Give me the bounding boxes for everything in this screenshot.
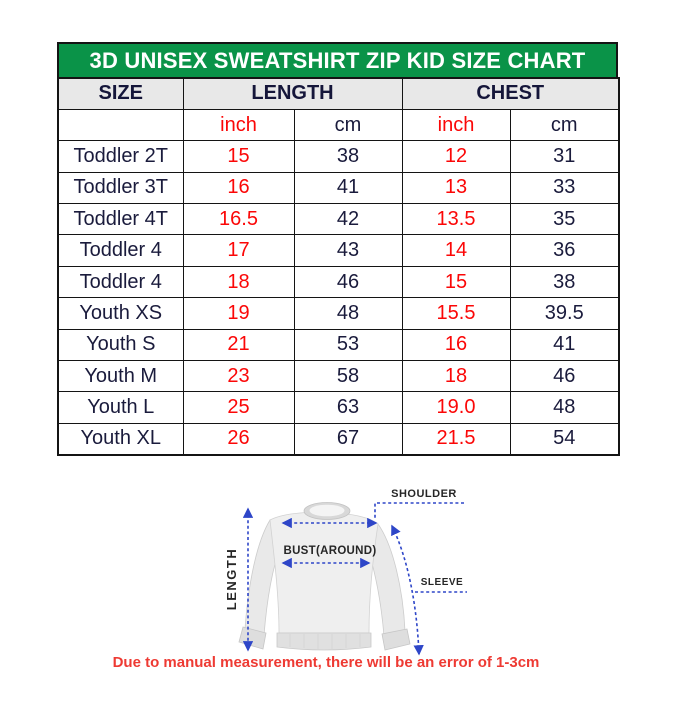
chest-inch-cell: 19.0 bbox=[402, 392, 510, 423]
table-row bbox=[58, 172, 619, 203]
chest-cm-cell: 36 bbox=[510, 235, 619, 266]
size-chart-panel bbox=[57, 42, 618, 456]
unit-chest-cm: cm bbox=[510, 109, 619, 140]
table-row bbox=[58, 423, 619, 454]
length-label: LENGTH bbox=[224, 547, 239, 611]
chest-cm-cell: 39.5 bbox=[510, 298, 619, 329]
size-cell: Toddler 2T bbox=[58, 141, 183, 172]
length-cm-cell: 53 bbox=[294, 329, 402, 360]
chest-cm-cell: 46 bbox=[510, 361, 619, 392]
size-cell: Toddler 3T bbox=[58, 172, 183, 203]
chest-inch-cell: 15 bbox=[402, 266, 510, 297]
length-cm-cell: 43 bbox=[294, 235, 402, 266]
table-row bbox=[58, 361, 619, 392]
chest-cm-cell: 31 bbox=[510, 141, 619, 172]
table-row bbox=[58, 235, 619, 266]
size-cell: Youth S bbox=[58, 329, 183, 360]
chest-inch-cell: 14 bbox=[402, 235, 510, 266]
length-cm-cell: 46 bbox=[294, 266, 402, 297]
chest-cm-cell: 35 bbox=[510, 204, 619, 235]
sweatshirt-icon bbox=[239, 503, 410, 651]
chest-inch-cell: 21.5 bbox=[402, 423, 510, 454]
chest-inch-cell: 18 bbox=[402, 361, 510, 392]
length-inch-cell: 23 bbox=[183, 361, 294, 392]
col-header-size: SIZE bbox=[58, 78, 183, 109]
chest-cm-cell: 41 bbox=[510, 329, 619, 360]
table-row bbox=[58, 204, 619, 235]
size-cell: Toddler 4 bbox=[58, 235, 183, 266]
unit-header-row bbox=[58, 109, 619, 140]
size-chart-table bbox=[57, 77, 620, 456]
table-row bbox=[58, 298, 619, 329]
chest-cm-cell: 54 bbox=[510, 423, 619, 454]
length-cm-cell: 42 bbox=[294, 204, 402, 235]
length-inch-cell: 18 bbox=[183, 266, 294, 297]
measurement-diagram bbox=[0, 483, 676, 661]
size-cell: Youth M bbox=[58, 361, 183, 392]
length-cm-cell: 41 bbox=[294, 172, 402, 203]
size-cell: Toddler 4T bbox=[58, 204, 183, 235]
length-inch-cell: 17 bbox=[183, 235, 294, 266]
length-inch-cell: 21 bbox=[183, 329, 294, 360]
unit-length-cm: cm bbox=[294, 109, 402, 140]
chest-inch-cell: 13 bbox=[402, 172, 510, 203]
col-header-length: LENGTH bbox=[183, 78, 402, 109]
sweatshirt-diagram-icon bbox=[212, 483, 502, 661]
chart-title: 3D UNISEX SWEATSHIRT ZIP KID SIZE CHART bbox=[57, 42, 618, 77]
chest-inch-cell: 12 bbox=[402, 141, 510, 172]
length-inch-cell: 26 bbox=[183, 423, 294, 454]
col-header-chest: CHEST bbox=[402, 78, 619, 109]
length-cm-cell: 48 bbox=[294, 298, 402, 329]
length-inch-cell: 19 bbox=[183, 298, 294, 329]
shoulder-callout-line bbox=[375, 503, 464, 518]
table-row bbox=[58, 141, 619, 172]
chest-inch-cell: 13.5 bbox=[402, 204, 510, 235]
size-cell: Toddler 4 bbox=[58, 266, 183, 297]
size-cell: Youth L bbox=[58, 392, 183, 423]
size-cell: Youth XS bbox=[58, 298, 183, 329]
measurement-note: Due to manual measurement, there will be an error of 1-3cm bbox=[112, 654, 540, 671]
unit-chest-inch: inch bbox=[402, 109, 510, 140]
shoulder-label: SHOULDER bbox=[391, 488, 457, 500]
chest-inch-cell: 15.5 bbox=[402, 298, 510, 329]
length-cm-cell: 67 bbox=[294, 423, 402, 454]
length-inch-cell: 16.5 bbox=[183, 204, 294, 235]
chest-cm-cell: 33 bbox=[510, 172, 619, 203]
table-row bbox=[58, 266, 619, 297]
size-cell: Youth XL bbox=[58, 423, 183, 454]
chest-cm-cell: 38 bbox=[510, 266, 619, 297]
chest-cm-cell: 48 bbox=[510, 392, 619, 423]
length-cm-cell: 58 bbox=[294, 361, 402, 392]
group-header-row bbox=[58, 78, 619, 109]
table-row bbox=[58, 329, 619, 360]
length-cm-cell: 38 bbox=[294, 141, 402, 172]
sleeve-label: SLEEVE bbox=[420, 577, 464, 588]
length-inch-cell: 15 bbox=[183, 141, 294, 172]
length-inch-cell: 25 bbox=[183, 392, 294, 423]
length-cm-cell: 63 bbox=[294, 392, 402, 423]
bust-label: BUST(AROUND) bbox=[283, 545, 377, 557]
unit-cell-empty bbox=[58, 109, 183, 140]
table-row bbox=[58, 392, 619, 423]
unit-length-inch: inch bbox=[183, 109, 294, 140]
length-inch-cell: 16 bbox=[183, 172, 294, 203]
chest-inch-cell: 16 bbox=[402, 329, 510, 360]
